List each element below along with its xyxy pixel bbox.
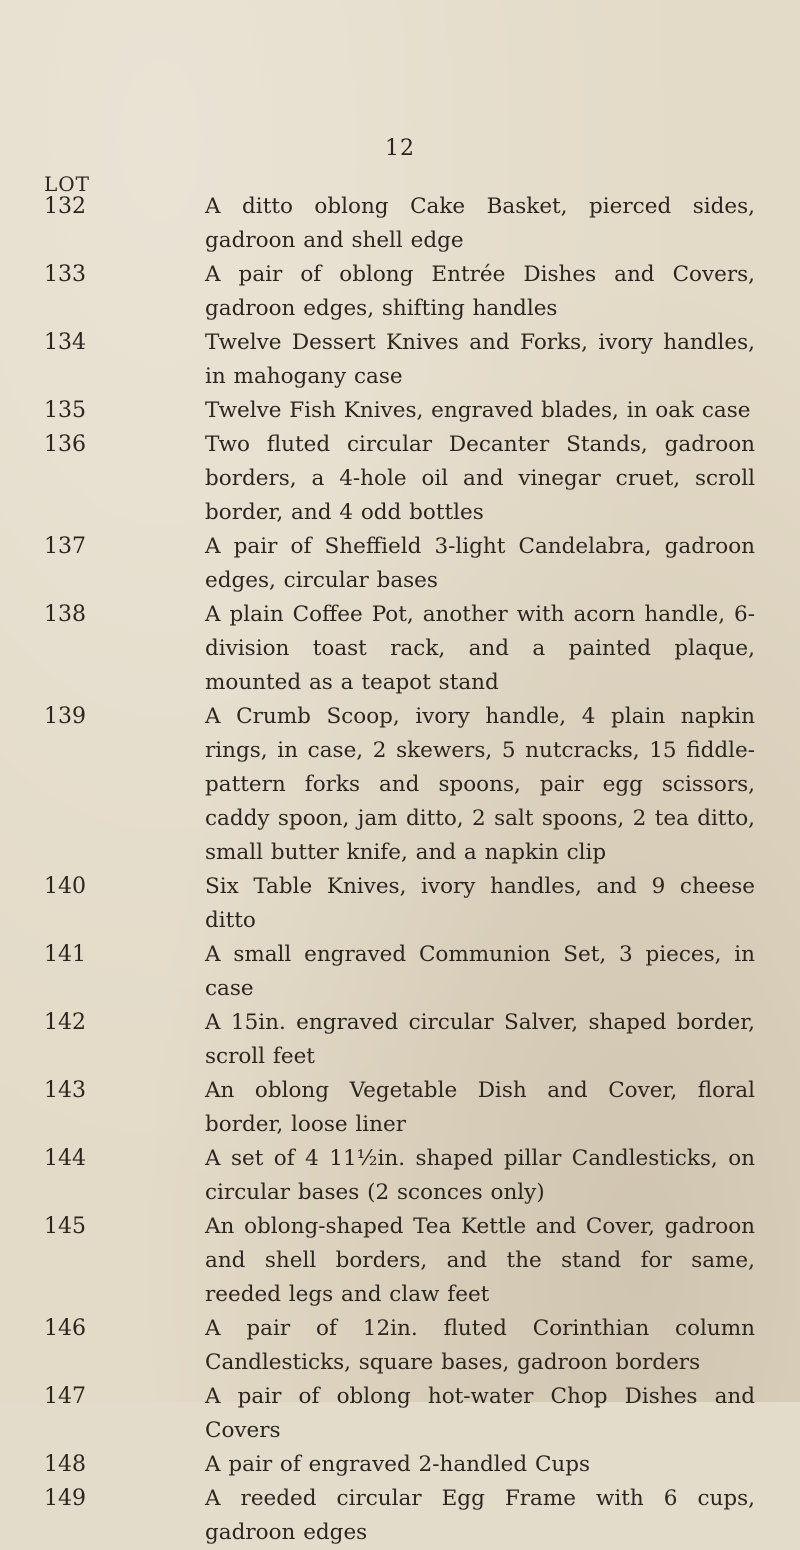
lot-description: A plain Coffee Pot, another with acorn handle, 6-division toast rack, and a painted plaque, mounted as a teapot stand (205, 602, 755, 695)
lot-description: A 15in. engraved circular Salver, shaped border, scroll feet (205, 1010, 755, 1069)
lot-number: 137 (44, 534, 86, 559)
lot-entry (0, 598, 800, 700)
lot-entry (0, 1210, 800, 1312)
lot-number: 136 (44, 432, 86, 457)
lot-description: An oblong-shaped Tea Kettle and Cover, gadroon and shell borders, and the stand for same, reeded legs and claw feet (205, 1214, 755, 1307)
lot-entry (0, 1142, 800, 1210)
lot-entry (0, 326, 800, 394)
lot-list (0, 190, 800, 1550)
lot-entry (0, 530, 800, 598)
lot-number: 138 (44, 602, 86, 627)
lot-number: 143 (44, 1078, 86, 1103)
lot-description: A pair of oblong Entrée Dishes and Covers, gadroon edges, shifting handles (205, 262, 755, 321)
lot-description: A pair of 12in. fluted Corinthian column Candlesticks, square bases, gadroon borders (205, 1316, 755, 1375)
lot-description: Two fluted circular Decanter Stands, gadroon borders, a 4-hole oil and vinegar cruet, scroll border, and 4 odd bottles (205, 432, 755, 525)
lot-entry (0, 1074, 800, 1142)
lot-description: A Crumb Scoop, ivory handle, 4 plain napkin rings, in case, 2 skewers, 5 nutcracks, 15 fiddle-pattern forks and spoons, pair egg scissors, caddy spoon, jam ditto, 2 salt spoons, 2 tea ditto, small butter knife, and a napkin clip (205, 704, 755, 865)
lot-column-header: LOT (44, 172, 91, 196)
lot-entry (0, 1448, 800, 1482)
lot-number: 148 (44, 1452, 86, 1477)
lot-number: 145 (44, 1214, 86, 1239)
lot-entry (0, 1006, 800, 1074)
lot-description: Twelve Fish Knives, engraved blades, in oak case (205, 398, 751, 423)
lot-entry (0, 1482, 800, 1550)
lot-entry (0, 394, 800, 428)
lot-entry (0, 428, 800, 530)
lot-entry (0, 258, 800, 326)
lot-description: A pair of oblong hot-water Chop Dishes and Covers (205, 1384, 755, 1443)
lot-entry (0, 1312, 800, 1380)
lot-number: 139 (44, 704, 86, 729)
lot-entry (0, 870, 800, 938)
lot-number: 149 (44, 1486, 86, 1511)
lot-description: A ditto oblong Cake Basket, pierced sides, gadroon and shell edge (205, 194, 755, 253)
page-number: 12 (385, 136, 415, 161)
lot-description: An oblong Vegetable Dish and Cover, floral border, loose liner (205, 1078, 755, 1137)
lot-number: 140 (44, 874, 86, 899)
lot-entry (0, 938, 800, 1006)
lot-number: 144 (44, 1146, 86, 1171)
lot-entry (0, 1380, 800, 1448)
lot-number: 132 (44, 194, 86, 219)
lot-number: 142 (44, 1010, 86, 1035)
lot-description: A reeded circular Egg Frame with 6 cups, gadroon edges (205, 1486, 755, 1545)
lot-description: A pair of engraved 2-handled Cups (205, 1452, 591, 1477)
lot-description: A small engraved Communion Set, 3 pieces, in case (205, 942, 755, 1001)
lot-entry (0, 190, 800, 258)
lot-number: 135 (44, 398, 86, 423)
lot-number: 134 (44, 330, 86, 355)
lot-description: Twelve Dessert Knives and Forks, ivory handles, in mahogany case (205, 330, 755, 389)
lot-entry (0, 700, 800, 870)
lot-number: 141 (44, 942, 86, 967)
lot-number: 146 (44, 1316, 86, 1341)
lot-number: 147 (44, 1384, 86, 1409)
lot-description: Six Table Knives, ivory handles, and 9 cheese ditto (205, 874, 755, 933)
lot-description: A pair of Sheffield 3-light Candelabra, gadroon edges, circular bases (205, 534, 755, 593)
lot-description: A set of 4 11½in. shaped pillar Candlesticks, on circular bases (2 sconces only) (205, 1146, 755, 1205)
lot-number: 133 (44, 262, 86, 287)
